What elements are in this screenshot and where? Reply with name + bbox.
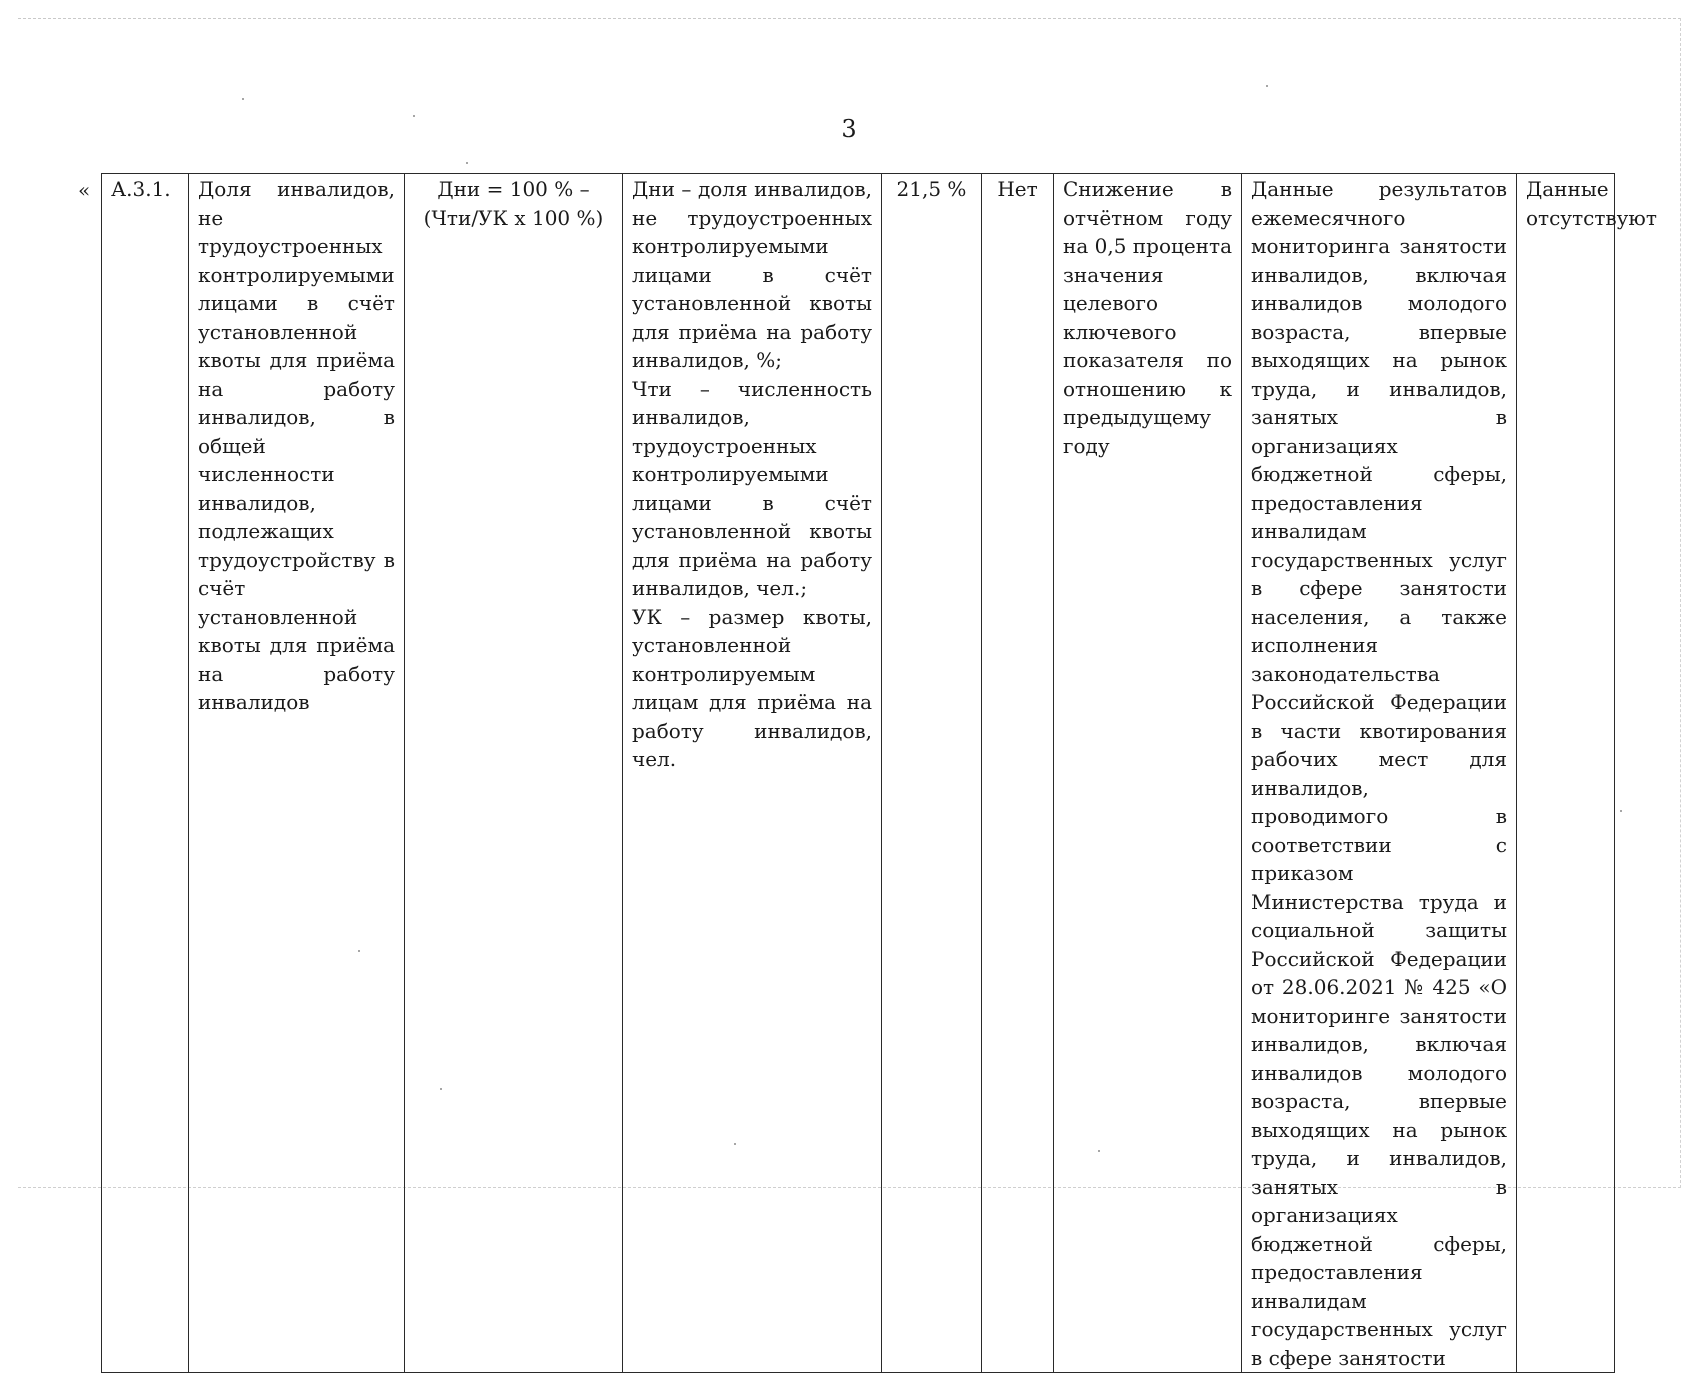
table-row [102, 174, 1615, 1373]
scan-speck [358, 950, 360, 952]
cell-note [1517, 174, 1657, 1373]
scan-speck [1098, 1150, 1100, 1152]
page-number: 3 [841, 115, 857, 143]
indicator-table [101, 173, 1657, 1373]
cell-flag [982, 174, 1054, 1373]
cell-code [102, 174, 189, 1373]
scan-speck [242, 98, 244, 100]
cell-source [1242, 174, 1517, 1373]
indicator-code: А.3.1. [111, 177, 171, 201]
formula-definitions: Дни – доля инвалидов, не трудоустроенных контролируемыми лицами в счёт установленной квоты для приёма на работу инвалидов, %; Чти – численность инвалидов, трудоустроенных контролируемыми лицами в счёт установленной квоты для приёма на работу инвалидов, чел.; УК – размер квоты, установленной контролируемым лицам для приёма на работу инвалидов, чел. [632, 177, 872, 771]
formula: Дни = 100 % – (Чти/УК х 100 %) [423, 177, 604, 230]
cell-target [1054, 174, 1242, 1373]
cell-value [882, 174, 982, 1373]
cell-definitions [623, 174, 882, 1373]
target-value: Снижение в отчётном году на 0,5 процента значения целевого ключевого показателя по отношению к предыдущему году [1063, 177, 1232, 458]
scan-speck [734, 1143, 736, 1145]
indicator-flag: Нет [997, 177, 1038, 201]
scan-speck [440, 1088, 442, 1090]
note: Данные отсутствуют [1526, 177, 1657, 230]
data-source: Данные результатов ежемесячного мониторинга занятости инвалидов, включая инвалидов молодого возраста, впервые выходящих на рынок труда, и инвалидов, занятых в организациях бюджетной сферы, предоставления инвалидам государственных услуг в сфере занятости населения, а также исполнения законодательства Российской Федерации в части квотирования рабочих мест для инвалидов, проводимого в соответствии с приказом Министерства труда и социальной защиты Российской Федерации от 28.06.2021 № 425 «О мониторинге занятости инвалидов, включая инвалидов молодого возраста, впервые выходящих на рынок труда, и инвалидов, занятых в организациях бюджетной сферы, предоставления инвалидам государственных услуг в сфере занятости [1251, 177, 1507, 1370]
scan-speck [466, 162, 468, 164]
cell-formula [405, 174, 623, 1373]
scan-speck [1266, 85, 1268, 87]
indicator-value: 21,5 % [896, 177, 967, 201]
opening-quote: « [78, 178, 91, 202]
scan-speck [1620, 810, 1622, 812]
cell-indicator [189, 174, 405, 1373]
scan-speck [413, 115, 415, 117]
indicator-name: Доля инвалидов, не трудоустроенных контролируемыми лицами в счёт установленной квоты для приёма на работу инвалидов, в общей численности инвалидов, подлежащих трудоустройству в счёт установленной квоты для приёма на работу инвалидов [198, 177, 395, 714]
